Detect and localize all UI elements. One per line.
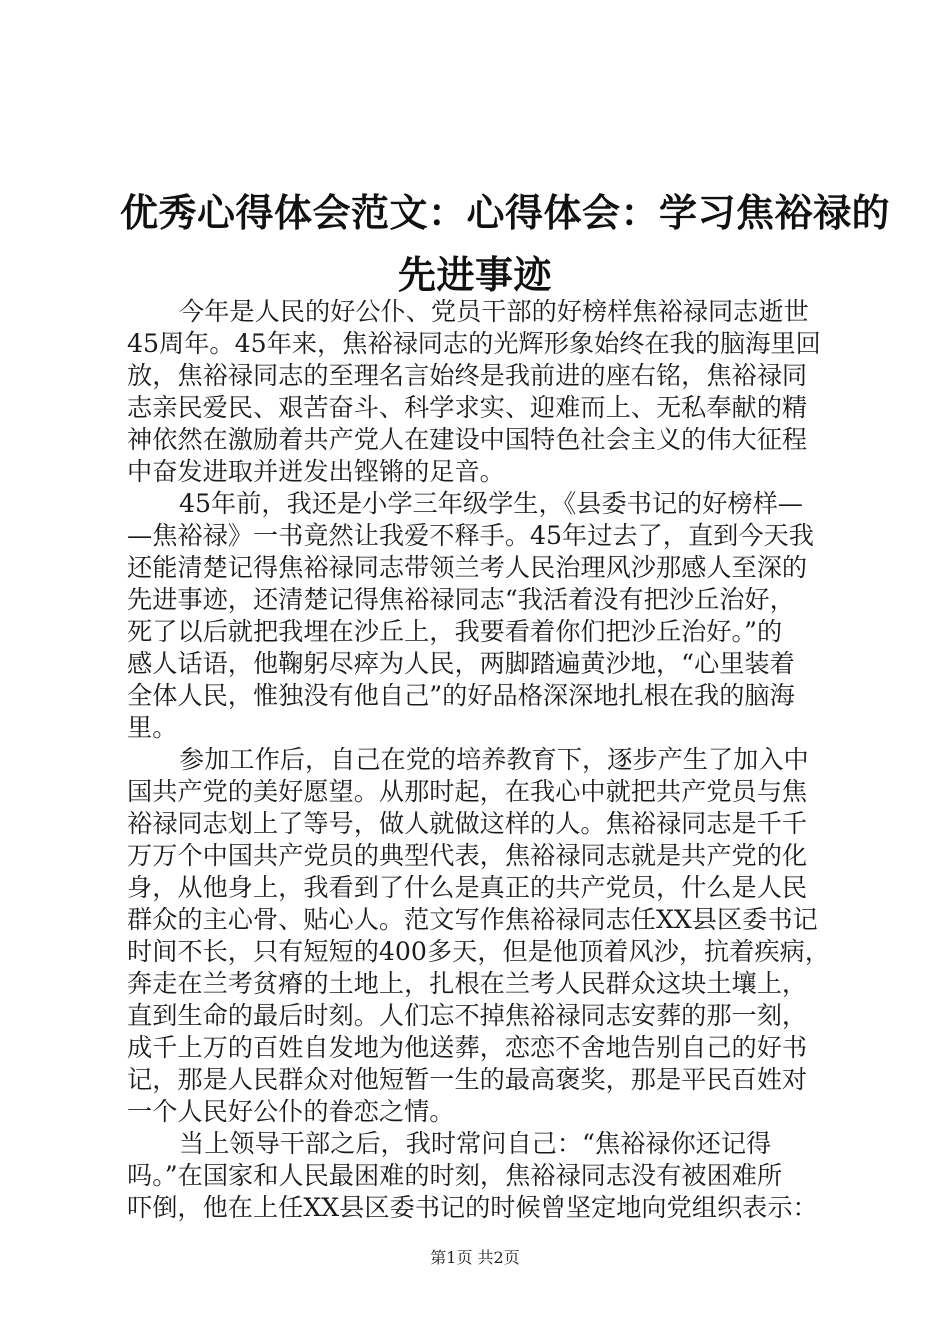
paragraph-2-line: —焦裕禄》一书竟然让我爱不释手。45年过去了，直到今天我 xyxy=(127,521,814,550)
paragraph-3-line: 记，那是人民群众对他短暂一生的最高褒奖，那是平民百姓对 xyxy=(127,1065,808,1094)
paragraph-3-line: 参加工作后，自己在党的培养教育下，逐步产生了加入中 xyxy=(179,745,809,774)
paragraph-3-line: 成千上万的百姓自发地为他送葬，恋恋不舍地告别自己的好书 xyxy=(127,1033,808,1062)
paragraph-1-line: 今年是人民的好公仆、党员干部的好榜样焦裕禄同志逝世 xyxy=(179,297,809,326)
paragraph-1-line: 放，焦裕禄同志的至理名言始终是我前进的座右铭，焦裕禄同 xyxy=(127,361,808,390)
paragraph-1-line: 志亲民爱民、艰苦奋斗、科学求实、迎难而上、无私奉献的精 xyxy=(127,393,808,422)
paragraph-4-line: 吗。”在国家和人民最困难的时刻，焦裕禄同志没有被困难所 xyxy=(127,1161,783,1190)
paragraph-4-line: 吓倒，他在上任XX县区委书记的时候曾坚定地向党组织表示： xyxy=(127,1193,818,1222)
paragraph-1-line: 中奋发进取并迸发出铿锵的足音。 xyxy=(127,457,505,486)
paragraph-3-line: 万万个中国共产党员的典型代表，焦裕禄同志就是共产党的化 xyxy=(127,841,808,870)
paragraph-2-line: 死了以后就把我埋在沙丘上，我要看着你们把沙丘治好。”的 xyxy=(127,617,783,646)
paragraph-2-line: 全体人民，惟独没有他自己”的好品格深深地扎根在我的脑海 xyxy=(127,681,795,710)
paragraph-3-line: 一个人民好公仆的眷恋之情。 xyxy=(127,1097,455,1126)
paragraph-3-line: 时间不长，只有短短的400多天，但是他顶着风沙，抗着疾病， xyxy=(127,937,830,966)
paragraph-3-line: 奔走在兰考贫瘠的土地上，扎根在兰考人民群众这块土壤上， xyxy=(127,969,808,998)
paragraph-1-line: 神依然在激励着共产党人在建设中国特色社会主义的伟大征程 xyxy=(127,425,808,454)
document-body xyxy=(127,296,831,1224)
paragraph-1-line: 45周年。45年来，焦裕禄同志的光辉形象始终在我的脑海里回 xyxy=(127,329,821,358)
paragraph-3-line: 群众的主心骨、贴心人。范文写作焦裕禄同志任XX县区委书记 xyxy=(127,905,818,934)
paragraph-2-line: 里。 xyxy=(127,713,178,742)
paragraph-3-line: 直到生命的最后时刻。人们忘不掉焦裕禄同志安葬的那一刻， xyxy=(127,1001,808,1030)
title-line: 先进事迹 xyxy=(397,252,552,297)
paragraph-3-line: 身，从他身上，我看到了什么是真正的共产党员，什么是人民 xyxy=(127,873,808,902)
paragraph-4-line: 当上领导干部之后，我时常问自己：“焦裕禄你还记得 xyxy=(179,1129,772,1158)
paragraph-3-line: 国共产党的美好愿望。从那时起，在我心中就把共产党员与焦 xyxy=(127,777,808,806)
page-footer: 第1页 共2页 xyxy=(430,1248,520,1267)
paragraph-3-line: 裕禄同志划上了等号，做人就做这样的人。焦裕禄同志是千千 xyxy=(127,809,808,838)
paragraph-2-line: 45年前，我还是小学三年级学生，《县委书记的好榜样— xyxy=(179,489,803,518)
paragraph-2-line: 还能清楚记得焦裕禄同志带领兰考人民治理风沙那感人至深的 xyxy=(127,553,808,582)
title-line: 优秀心得体会范文：心得体会：学习焦裕禄的 xyxy=(120,190,891,235)
document-title xyxy=(120,182,891,306)
paragraph-2-line: 感人话语，他鞠躬尽瘁为人民，两脚踏遍黄沙地，“心里装着 xyxy=(127,649,795,678)
paragraph-2-line: 先进事迹，还清楚记得焦裕禄同志“我活着没有把沙丘治好， xyxy=(127,585,795,614)
